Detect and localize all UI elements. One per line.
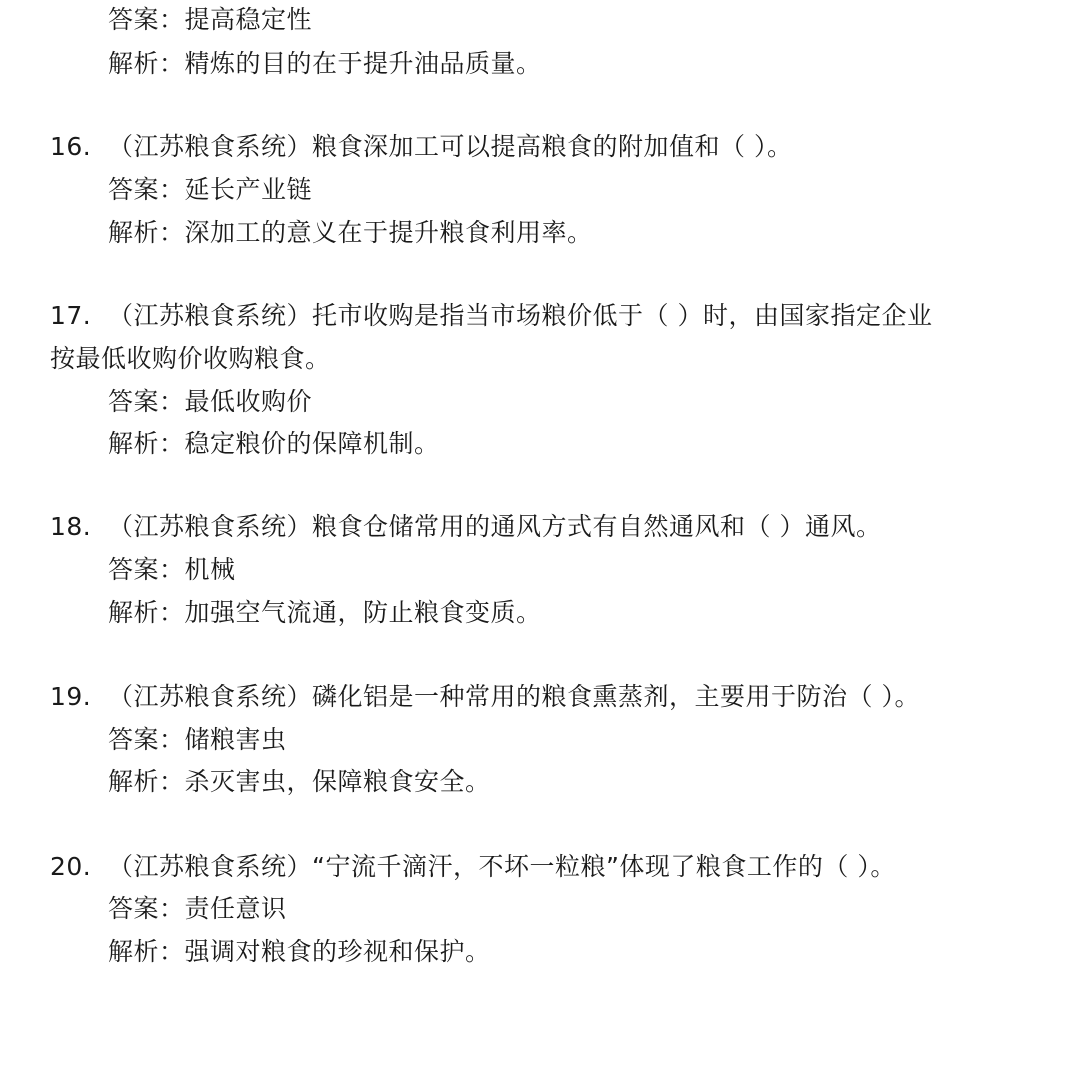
answer-16: 答案：延长产业链: [108, 175, 313, 204]
question-20: [50, 850, 896, 884]
question-number: 17.: [50, 301, 92, 330]
question-text: （江苏粮食系统）托市收购是指当市场粮价低于（ ）时，由国家指定企业: [108, 301, 933, 330]
explanation-19: 解析：杀灭害虫，保障粮食安全。: [108, 767, 491, 796]
question-19: [50, 680, 920, 714]
answer-19: 答案：储粮害虫: [108, 725, 287, 754]
explanation-20: 解析：强调对粮食的珍视和保护。: [108, 937, 491, 966]
answer-18: 答案：机械: [108, 555, 236, 584]
explanation-18: 解析：加强空气流通，防止粮食变质。: [108, 598, 542, 627]
question-text: （江苏粮食系统）粮食深加工可以提高粮食的附加值和（ ）。: [108, 132, 793, 161]
question-text: （江苏粮食系统）磷化铝是一种常用的粮食熏蒸剂，主要用于防治（ ）。: [108, 682, 920, 711]
question-number: 16.: [50, 132, 92, 161]
explanation-16: 解析：深加工的意义在于提升粮食利用率。: [108, 218, 593, 247]
answer-15: 答案：提高稳定性: [108, 5, 313, 34]
answer-20: 答案：责任意识: [108, 894, 287, 923]
answer-17: 答案：最低收购价: [108, 387, 313, 416]
question-text: （江苏粮食系统）粮食仓储常用的通风方式有自然通风和（ ）通风。: [108, 512, 882, 541]
question-number: 20.: [50, 852, 92, 881]
question-number: 18.: [50, 512, 92, 541]
question-number: 19.: [50, 682, 92, 711]
question-text: （江苏粮食系统）“宁流千滴汗，不坏一粒粮”体现了粮食工作的（ ）。: [108, 852, 896, 881]
question-18: [50, 510, 881, 544]
explanation-15: 解析：精炼的目的在于提升油品质量。: [108, 49, 542, 78]
question-17: [50, 299, 932, 333]
question-16: [50, 130, 792, 164]
question-17-continuation: 按最低收购价收购粮食。: [50, 344, 331, 373]
explanation-17: 解析：稳定粮价的保障机制。: [108, 429, 440, 458]
